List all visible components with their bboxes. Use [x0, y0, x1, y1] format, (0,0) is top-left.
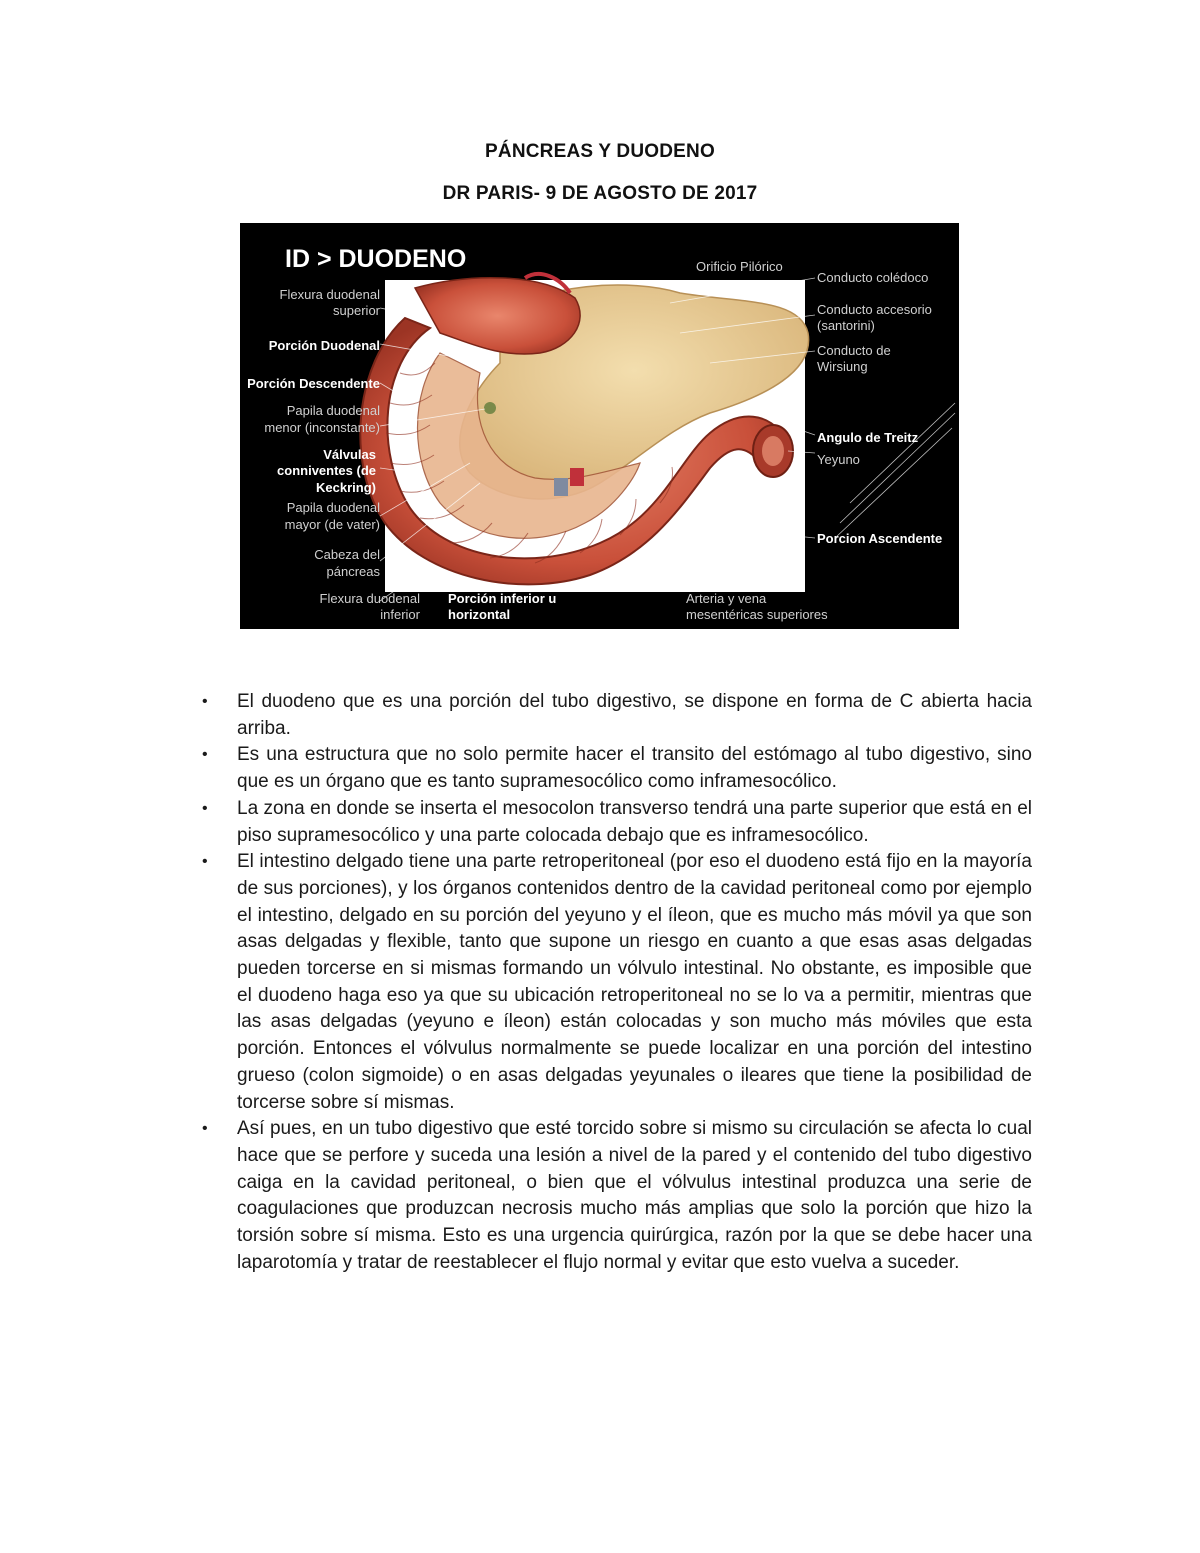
bullet-text: Es una estructura que no solo permite hacer el transito del estómago al tubo digestivo, sino que es un órgano que es tanto supramesocólico como inframesocólico.: [237, 744, 1032, 793]
label-orificio-pilorico: Orificio Pilórico: [696, 259, 783, 274]
figure-heading: ID > DUODENO: [285, 245, 467, 273]
label-angulo-treitz: Angulo de Treitz: [817, 430, 919, 445]
bullet-text: La zona en donde se inserta el mesocolon transverso tendrá una parte superior que está en el piso supramesocólico y una parte colocada debajo que es inframesocólico.: [237, 797, 1032, 846]
label-papila-menor-1: Papila duodenal: [286, 403, 380, 418]
duodenum-illustration: [240, 223, 959, 629]
bullet-item: [200, 796, 1032, 849]
label-porcion-descendente: Porción Descendente: [247, 376, 380, 391]
bullet-dot: •: [202, 853, 208, 871]
papilla-shape: [484, 402, 496, 414]
bullet-text: El duodeno que es una porción del tubo digestivo, se dispone en forma de C abierta hacia arriba.: [237, 691, 1032, 739]
bullet-dot: •: [202, 799, 208, 817]
bullet-item: [200, 1116, 1032, 1276]
bullet-item: [200, 742, 1032, 795]
document-subtitle: DR PARIS- 9 DE AGOSTO DE 2017: [442, 183, 758, 204]
bullet-text: El intestino delgado tiene una parte retroperitoneal (por eso el duodeno está fijo en la mayoría de sus porciones), y los órganos contenidos dentro de la cavidad peritoneal como por ejemplo el intestino, delgado en su porción del yeyuno y el íleon, que es mucho más móvil ya que son asas delgadas y flexible, tanto que supone un riesgo en cuanto a que esas asas delgadas pueden torcerse en si mismas formando un vólvulo intestinal. No obstante, es imposible que el duodeno haga eso ya que su ubicación retroperitoneal no se lo va a permitir, mientras que las asas delgadas (yeyuno e íleon) están colocadas y son mucho más móviles que esta porción. Entonces el vólvulus normalmente se puede localizar en una porción del intestino grueso (colon sigmoide) o en asas delgadas yeyunales o ileares que tiene la posibilidad de torcerse sobre sí mismas.: [237, 851, 1032, 1113]
label-valvulas-3: Keckring): [316, 480, 376, 495]
label-papila-menor-2: menor (inconstante): [264, 420, 380, 435]
label-conducto-wirsung-1: Conducto de: [817, 343, 891, 358]
bullet-list: [200, 689, 1032, 1276]
bullet-dot: •: [202, 746, 208, 764]
label-conducto-accesorio-2: (santorini): [817, 318, 875, 333]
label-cabeza-1: Cabeza del: [314, 547, 380, 562]
label-conducto-wirsung-2: Wirsiung: [817, 359, 868, 374]
bullet-dot: •: [202, 693, 208, 710]
document-title: PÁNCREAS Y DUODENO: [485, 141, 715, 162]
label-papila-mayor-2: mayor (de vater): [284, 517, 380, 532]
label-yeyuno: Yeyuno: [817, 452, 860, 467]
vein-shape: [554, 478, 568, 496]
label-flexura-inferior-1: Flexura duodenal: [319, 591, 420, 606]
label-flexura-inferior-2: inferior: [380, 607, 420, 622]
label-flexura-superior-1: Flexura duodenal: [279, 287, 380, 302]
label-valvulas-2: conniventes (de: [277, 463, 376, 478]
label-papila-mayor-1: Papila duodenal: [286, 500, 380, 515]
bullet-item: [200, 849, 1032, 1116]
label-arteria-1: Arteria y vena: [686, 591, 767, 606]
artery-shape: [570, 468, 584, 486]
bullet-dot: •: [202, 1120, 208, 1138]
label-arteria-2: mesentéricas superiores: [686, 607, 828, 622]
bullet-item: [200, 689, 1032, 742]
label-porcion-inferior-1: Porción inferior u: [448, 591, 557, 606]
label-conducto-accesorio-1: Conducto accesorio: [817, 302, 932, 317]
label-conducto-coledoco: Conducto colédoco: [817, 270, 929, 285]
label-porcion-ascendente: Porcion Ascendente: [817, 531, 943, 546]
bullet-text: Así pues, en un tubo digestivo que esté torcido sobre si mismo su circulación se afecta lo cual hace que se perfore y suceda una lesión a nivel de la pared y el contenido del tubo digestivo caiga en la cavidad peritoneal, o bien que el vólvulus intestinal produzca una serie de coagulaciones que produzcan necrosis mucho más amplias que solo la porción que hizo la torsión sobre sí misma. Esto es una urgencia quirúrgica, razón por la que se debe hacer una laparotomía y tratar de reestablecer el flujo normal y evitar que esto vuelva a suceder.: [237, 1118, 1032, 1273]
label-porcion-inferior-2: horizontal: [448, 607, 511, 622]
label-valvulas-1: Válvulas: [323, 447, 376, 462]
jejunum-lumen: [762, 436, 784, 466]
duodenum-figure: [240, 223, 959, 629]
label-flexura-superior-2: superior: [333, 303, 380, 318]
label-porcion-duodenal: Porción Duodenal: [268, 338, 380, 353]
label-cabeza-2: páncreas: [326, 564, 380, 579]
